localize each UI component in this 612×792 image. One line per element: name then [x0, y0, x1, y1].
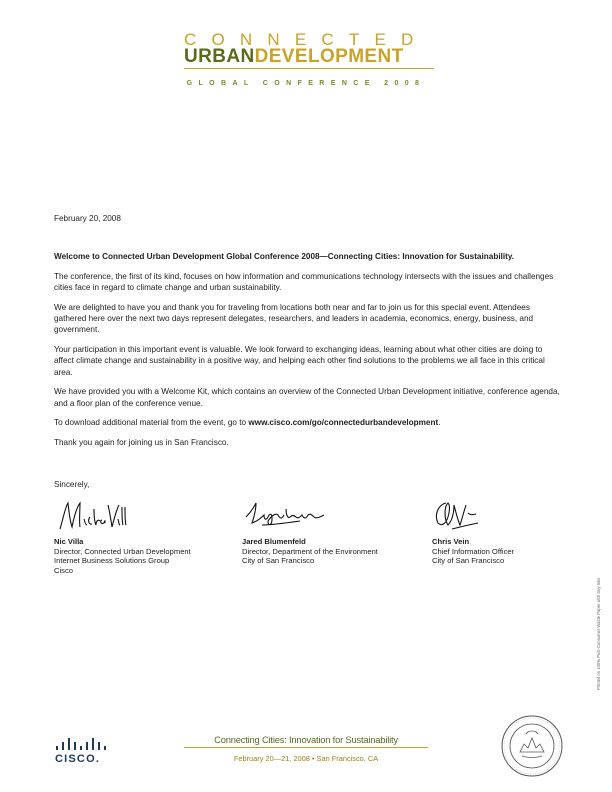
download-period: .	[438, 418, 441, 428]
signer-name: Chris Vein	[432, 537, 470, 546]
signer-block	[54, 537, 191, 575]
letter-date: February 20, 2008	[54, 214, 121, 223]
masthead-tagline: GLOBAL CONFERENCE 2008	[186, 80, 426, 87]
san-francisco-seal-icon	[500, 714, 564, 778]
signer-org: City of San Francisco	[242, 556, 315, 566]
signer-name: Nic Villa	[54, 537, 84, 546]
footer-dates: February 20—21, 2008 • San Francisco, CA	[233, 754, 379, 763]
signer-org: City of San Francisco	[432, 556, 505, 566]
cisco-wordmark: CISCO.	[55, 753, 101, 765]
signer-org: Cisco	[54, 565, 73, 575]
footer-rule	[184, 747, 428, 748]
signer-org: Internet Business Solutions Group	[54, 556, 170, 566]
signature-jared-blumenfeld	[242, 495, 330, 535]
masthead-rule	[184, 68, 434, 69]
download-link[interactable]: www.cisco.com/go/connectedurbandevelopment	[248, 418, 439, 428]
letter-paragraph: Your participation in this important event is valuable. We look forward to exchanging ideas, learning about what other cities are doing to affect climate change and sustainability in a positive way, and helping each other find solutions to the problems we all face in this critical area.	[54, 345, 545, 377]
letter-paragraph: Thank you again for joining us in San Francisco.	[54, 438, 229, 448]
masthead-development: DEVELOPMENT	[254, 46, 404, 67]
signature-chris-vein	[432, 495, 484, 535]
letter-closing: Sincerely,	[54, 480, 90, 489]
letter-paragraph: We are delighted to have you and thank you for traveling from locations both near and far to join us for this special event. Attendees gathered here over the next two days represent delegates, researchers, and leaders in academia, economics, energy, business, and government.	[54, 303, 534, 335]
signer-title: Director, Department of the Environment	[242, 546, 378, 556]
signer-title: Director, Connected Urban Development	[54, 546, 191, 556]
letter-lead: Welcome to Connected Urban Development Global Conference 2008—Connecting Cities: Innovation for Sustainability.	[54, 252, 515, 261]
signature-nic-villa	[56, 495, 128, 535]
masthead-urban-development	[184, 47, 444, 67]
letter-paragraph-download	[54, 417, 564, 428]
letter-body	[54, 251, 564, 457]
signer-block	[242, 537, 378, 566]
letter-paragraph: We have provided you with a Welcome Kit, which contains an overview of the Connected Urban Development initiative, conference agenda, and a floor plan of the conference venue.	[54, 387, 560, 408]
signer-title: Chief Information Officer	[432, 546, 515, 556]
signer-block	[432, 537, 514, 566]
footer-title: Connecting Cities: Innovation for Sustainability	[214, 734, 398, 745]
masthead-connected: CONNECTED	[184, 30, 429, 49]
recycled-paper-note: Printed on 100% Post-Consumer Waste Paper with Soy Inks	[596, 577, 601, 690]
signer-name: Jared Blumenfeld	[242, 537, 306, 546]
download-text: To download additional material from the event, go to	[54, 418, 249, 428]
letter-paragraph: The conference, the first of its kind, focuses on how information and communications technology intersects with the issues and challenges cities face in regard to climate change and urban sustainability.	[54, 272, 554, 293]
masthead-urban: URBAN	[184, 46, 255, 67]
